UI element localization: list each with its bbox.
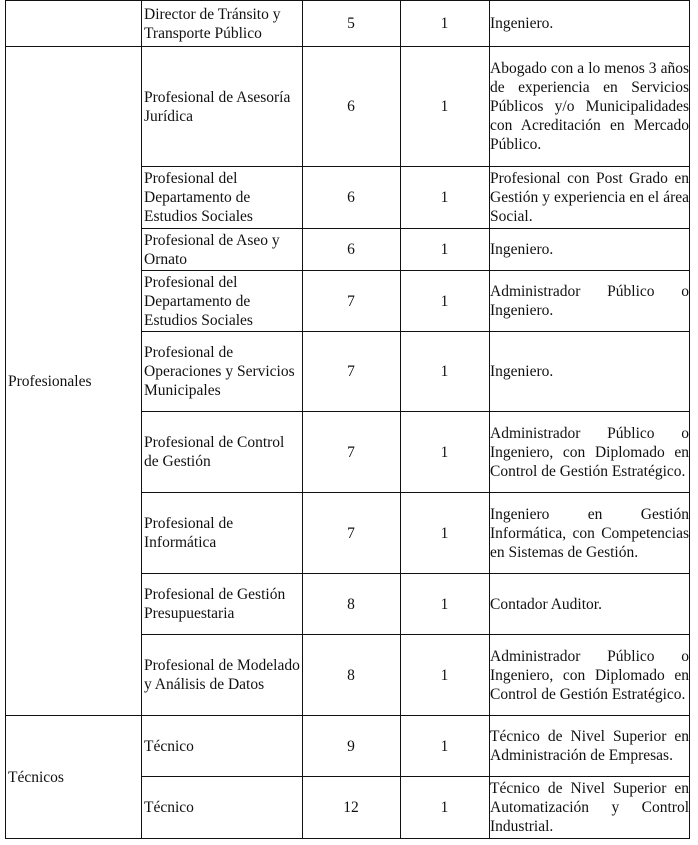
table-row-requisito bbox=[490, 332, 689, 411]
table-row-requisito bbox=[490, 412, 689, 492]
requisito-text: Administrador Público o Ingeniero. bbox=[490, 283, 689, 319]
grado-text: 8 bbox=[347, 595, 355, 613]
cargo-text: Profesional de Control de Gestión bbox=[144, 434, 285, 470]
table-row-cantidad bbox=[400, 271, 489, 331]
table-row-cargo bbox=[144, 332, 302, 411]
table-bottom-border bbox=[5, 838, 690, 839]
cargo-text: Técnico bbox=[144, 799, 194, 816]
cargo-text: Profesional del Departamento de Estudios Sociales bbox=[144, 273, 253, 329]
cantidad-text: 1 bbox=[440, 98, 449, 115]
table-row-cargo bbox=[144, 229, 302, 270]
cargo-text: Profesional de Aseo y Ornato bbox=[144, 231, 280, 268]
table-row-cantidad bbox=[400, 47, 489, 166]
grado-text: 7 bbox=[347, 524, 355, 542]
requisito-text: Ingeniero. bbox=[490, 15, 554, 32]
table-row-cargo bbox=[144, 1, 302, 46]
grado-text: 6 bbox=[347, 241, 355, 258]
cargo-text: Profesional del Departamento de Estudios Sociales bbox=[144, 170, 253, 225]
table-row-grado bbox=[302, 47, 400, 166]
table-row-grado bbox=[302, 167, 400, 228]
table-row-cantidad bbox=[400, 167, 489, 228]
group-label-text: Técnicos bbox=[8, 768, 64, 786]
requisito-text: Administrador Público o Ingeniero, con Diplomado en Control de Gestión Estratégico. bbox=[490, 647, 689, 703]
table-row-grado bbox=[302, 229, 400, 270]
table-row-grado bbox=[302, 332, 400, 411]
cantidad-text: 1 bbox=[440, 292, 449, 310]
cargo-text: Director de Tránsito y Transporte Público bbox=[144, 5, 281, 42]
table-row-grado bbox=[302, 493, 400, 573]
cargo-text: Profesional de Informática bbox=[144, 515, 234, 551]
grado-text: 5 bbox=[347, 15, 355, 32]
table-row-requisito bbox=[490, 777, 689, 838]
cantidad-text: 1 bbox=[440, 595, 449, 613]
table-row-grado bbox=[302, 635, 400, 715]
table-row-grado bbox=[302, 1, 400, 46]
cantidad-text: 1 bbox=[440, 737, 449, 755]
requisito-text: Contador Auditor. bbox=[490, 595, 602, 613]
table-row-cargo bbox=[144, 716, 302, 776]
table-row-cantidad bbox=[400, 1, 489, 46]
cargo-text: Profesional de Modelado y Análisis de Datos bbox=[144, 657, 300, 693]
table-row-cargo bbox=[144, 493, 302, 573]
table-row-requisito bbox=[490, 47, 689, 166]
grado-text: 7 bbox=[347, 443, 355, 461]
table-row-grado bbox=[302, 271, 400, 331]
requisito-text: Profesional con Post Grado en Gestión y experiencia en el área Social. bbox=[490, 170, 689, 225]
table-row-cantidad bbox=[400, 635, 489, 715]
table-row-requisito bbox=[490, 635, 689, 715]
requisito-text: Ingeniero. bbox=[490, 241, 554, 258]
table-row-cantidad bbox=[400, 332, 489, 411]
table-row-requisito bbox=[490, 229, 689, 270]
requisito-text: Administrador Público o Ingeniero, con Diplomado en Control de Gestión Estratégico. bbox=[490, 424, 689, 480]
table-row-cargo bbox=[144, 635, 302, 715]
cargo-text: Profesional de Operaciones y Servicios Municipales bbox=[144, 344, 295, 399]
requisito-text: Ingeniero. bbox=[490, 363, 554, 380]
grado-text: 6 bbox=[347, 189, 355, 206]
table-row-requisito bbox=[490, 1, 689, 46]
grado-text: 9 bbox=[347, 737, 355, 755]
cantidad-text: 1 bbox=[440, 799, 449, 816]
table-row-cargo bbox=[144, 412, 302, 492]
table-row-requisito bbox=[490, 716, 689, 776]
cantidad-text: 1 bbox=[440, 15, 449, 32]
cargo-text: Profesional de Gestión Presupuestaria bbox=[144, 586, 286, 622]
table-row-requisito bbox=[490, 493, 689, 573]
group-label-profesionales bbox=[8, 47, 136, 715]
table-row-grado bbox=[302, 716, 400, 776]
table-row-cantidad bbox=[400, 229, 489, 270]
table-row-cargo bbox=[144, 777, 302, 838]
grado-text: 7 bbox=[347, 363, 355, 380]
requisito-text: Técnico de Nivel Superior en Administración de Empresas. bbox=[490, 728, 689, 764]
table-row-cantidad bbox=[400, 412, 489, 492]
group-label-tecnicos bbox=[8, 716, 136, 838]
requisito-text: Técnico de Nivel Superior en Automatización y Control Industrial. bbox=[490, 780, 689, 835]
table-row-grado bbox=[302, 412, 400, 492]
grado-text: 12 bbox=[343, 799, 359, 816]
table-row-cargo bbox=[144, 271, 302, 331]
table-row-cantidad bbox=[400, 777, 489, 838]
table-row-grado bbox=[302, 777, 400, 838]
cantidad-text: 1 bbox=[440, 241, 449, 258]
requisito-text: Abogado con a lo menos 3 años de experiencia en Servicios Públicos y/o Municipalidades con Acreditación en Mercado Público. bbox=[490, 60, 689, 153]
table-row-cantidad bbox=[400, 574, 489, 634]
table-row-grado bbox=[302, 574, 400, 634]
cargo-text: Técnico bbox=[144, 737, 194, 755]
table-row-cantidad bbox=[400, 716, 489, 776]
column-border bbox=[689, 0, 690, 839]
table-row-requisito bbox=[490, 574, 689, 634]
grado-text: 6 bbox=[347, 98, 355, 115]
table-row-requisito bbox=[490, 271, 689, 331]
cantidad-text: 1 bbox=[440, 189, 449, 206]
cargo-text: Profesional de Asesoría Jurídica bbox=[144, 88, 291, 125]
requisito-text: Ingeniero en Gestión Informática, con Competencias en Sistemas de Gestión. bbox=[490, 505, 689, 561]
table-row-cantidad bbox=[400, 493, 489, 573]
cantidad-text: 1 bbox=[440, 524, 449, 542]
table-row-requisito bbox=[490, 167, 689, 228]
grado-text: 7 bbox=[347, 292, 355, 310]
grado-text: 8 bbox=[347, 666, 355, 684]
table-row-cargo bbox=[144, 574, 302, 634]
cantidad-text: 1 bbox=[440, 363, 449, 380]
cantidad-text: 1 bbox=[440, 666, 449, 684]
table-row-cargo bbox=[144, 167, 302, 228]
table-row-cargo bbox=[144, 47, 302, 166]
column-border bbox=[5, 0, 6, 839]
column-border bbox=[141, 0, 142, 839]
group-label-text: Profesionales bbox=[8, 372, 92, 390]
cantidad-text: 1 bbox=[440, 443, 449, 461]
